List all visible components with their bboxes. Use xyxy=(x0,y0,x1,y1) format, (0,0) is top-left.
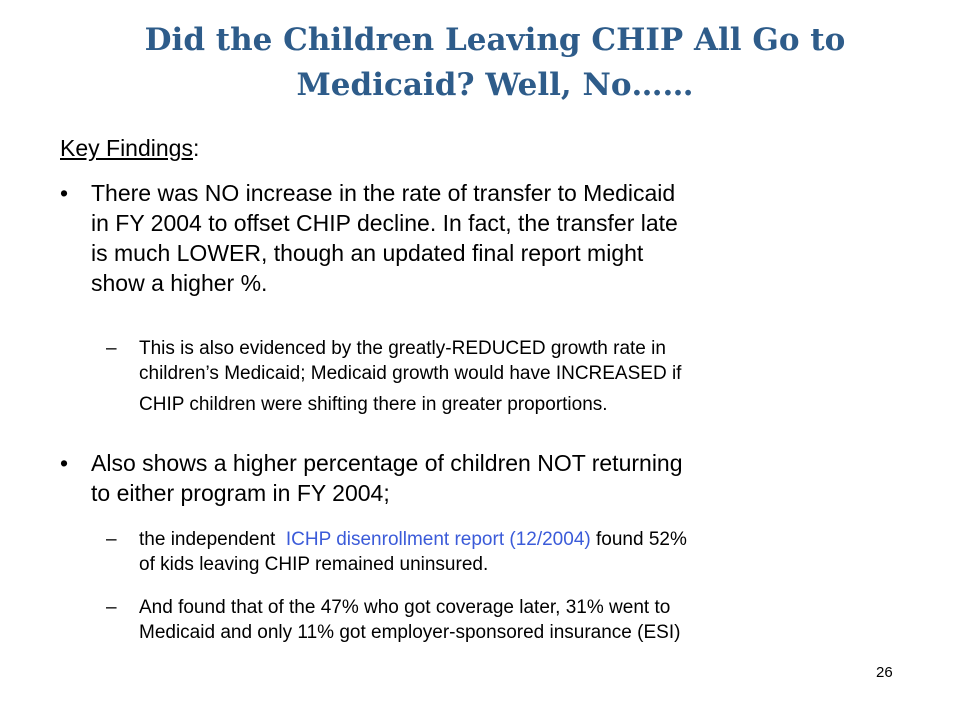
sub-bullet-line: Medicaid and only 11% got employer-sponsored insurance (ESI) xyxy=(139,622,681,643)
sub-bullet-marker: – xyxy=(106,338,117,359)
sub-bullet-line: of kids leaving CHIP remained uninsured. xyxy=(139,554,489,575)
sub-bullet-line: And found that of the 47% who got coverage later, 31% went to xyxy=(139,597,671,618)
title-line-2: Medicaid? Well, No…… xyxy=(296,67,694,103)
sub-bullet-2-1-text xyxy=(139,527,687,577)
sub-bullet-marker: – xyxy=(106,529,117,550)
sub-bullet-line: CHIP children were shifting there in greater proportions. xyxy=(139,394,608,415)
sub-bullet-line: children’s Medicaid; Medicaid growth would have INCREASED if xyxy=(139,363,682,384)
bullet-marker: • xyxy=(60,180,69,206)
bullet-1-text xyxy=(91,178,678,298)
bullet-1-line: There was NO increase in the rate of transfer to Medicaid xyxy=(91,180,676,206)
key-findings-heading xyxy=(60,133,199,163)
bullet-2-line: to either program in FY 2004; xyxy=(91,480,390,506)
bullet-2-text xyxy=(91,448,683,508)
ichp-report-link[interactable]: ICHP disenrollment report (12/2004) xyxy=(285,529,591,550)
bullet-marker: • xyxy=(60,450,69,476)
page-number: 26 xyxy=(876,664,893,681)
sub-bullet-text: the independent xyxy=(139,529,286,550)
bullet-1-line: in FY 2004 to offset CHIP decline. In fact, the transfer late xyxy=(91,210,678,236)
bullet-1-line: show a higher %. xyxy=(91,270,268,296)
key-findings-colon: : xyxy=(192,135,200,161)
sub-bullet-line xyxy=(139,527,687,552)
key-findings-label: Key Findings xyxy=(60,135,193,161)
bullet-2-line: Also shows a higher percentage of children NOT returning xyxy=(91,450,683,476)
sub-bullet-text: found 52% xyxy=(590,529,687,550)
sub-bullet-2-2-text xyxy=(139,595,680,645)
title-line-1: Did the Children Leaving CHIP All Go to xyxy=(144,22,846,58)
sub-bullet-marker: – xyxy=(106,597,117,618)
slide-title xyxy=(60,18,930,108)
sub-bullet-line: This is also evidenced by the greatly-REDUCED growth rate in xyxy=(139,338,666,359)
sub-bullet-1-1-text xyxy=(139,336,681,417)
bullet-1-line: is much LOWER, though an updated final report might xyxy=(91,240,644,266)
